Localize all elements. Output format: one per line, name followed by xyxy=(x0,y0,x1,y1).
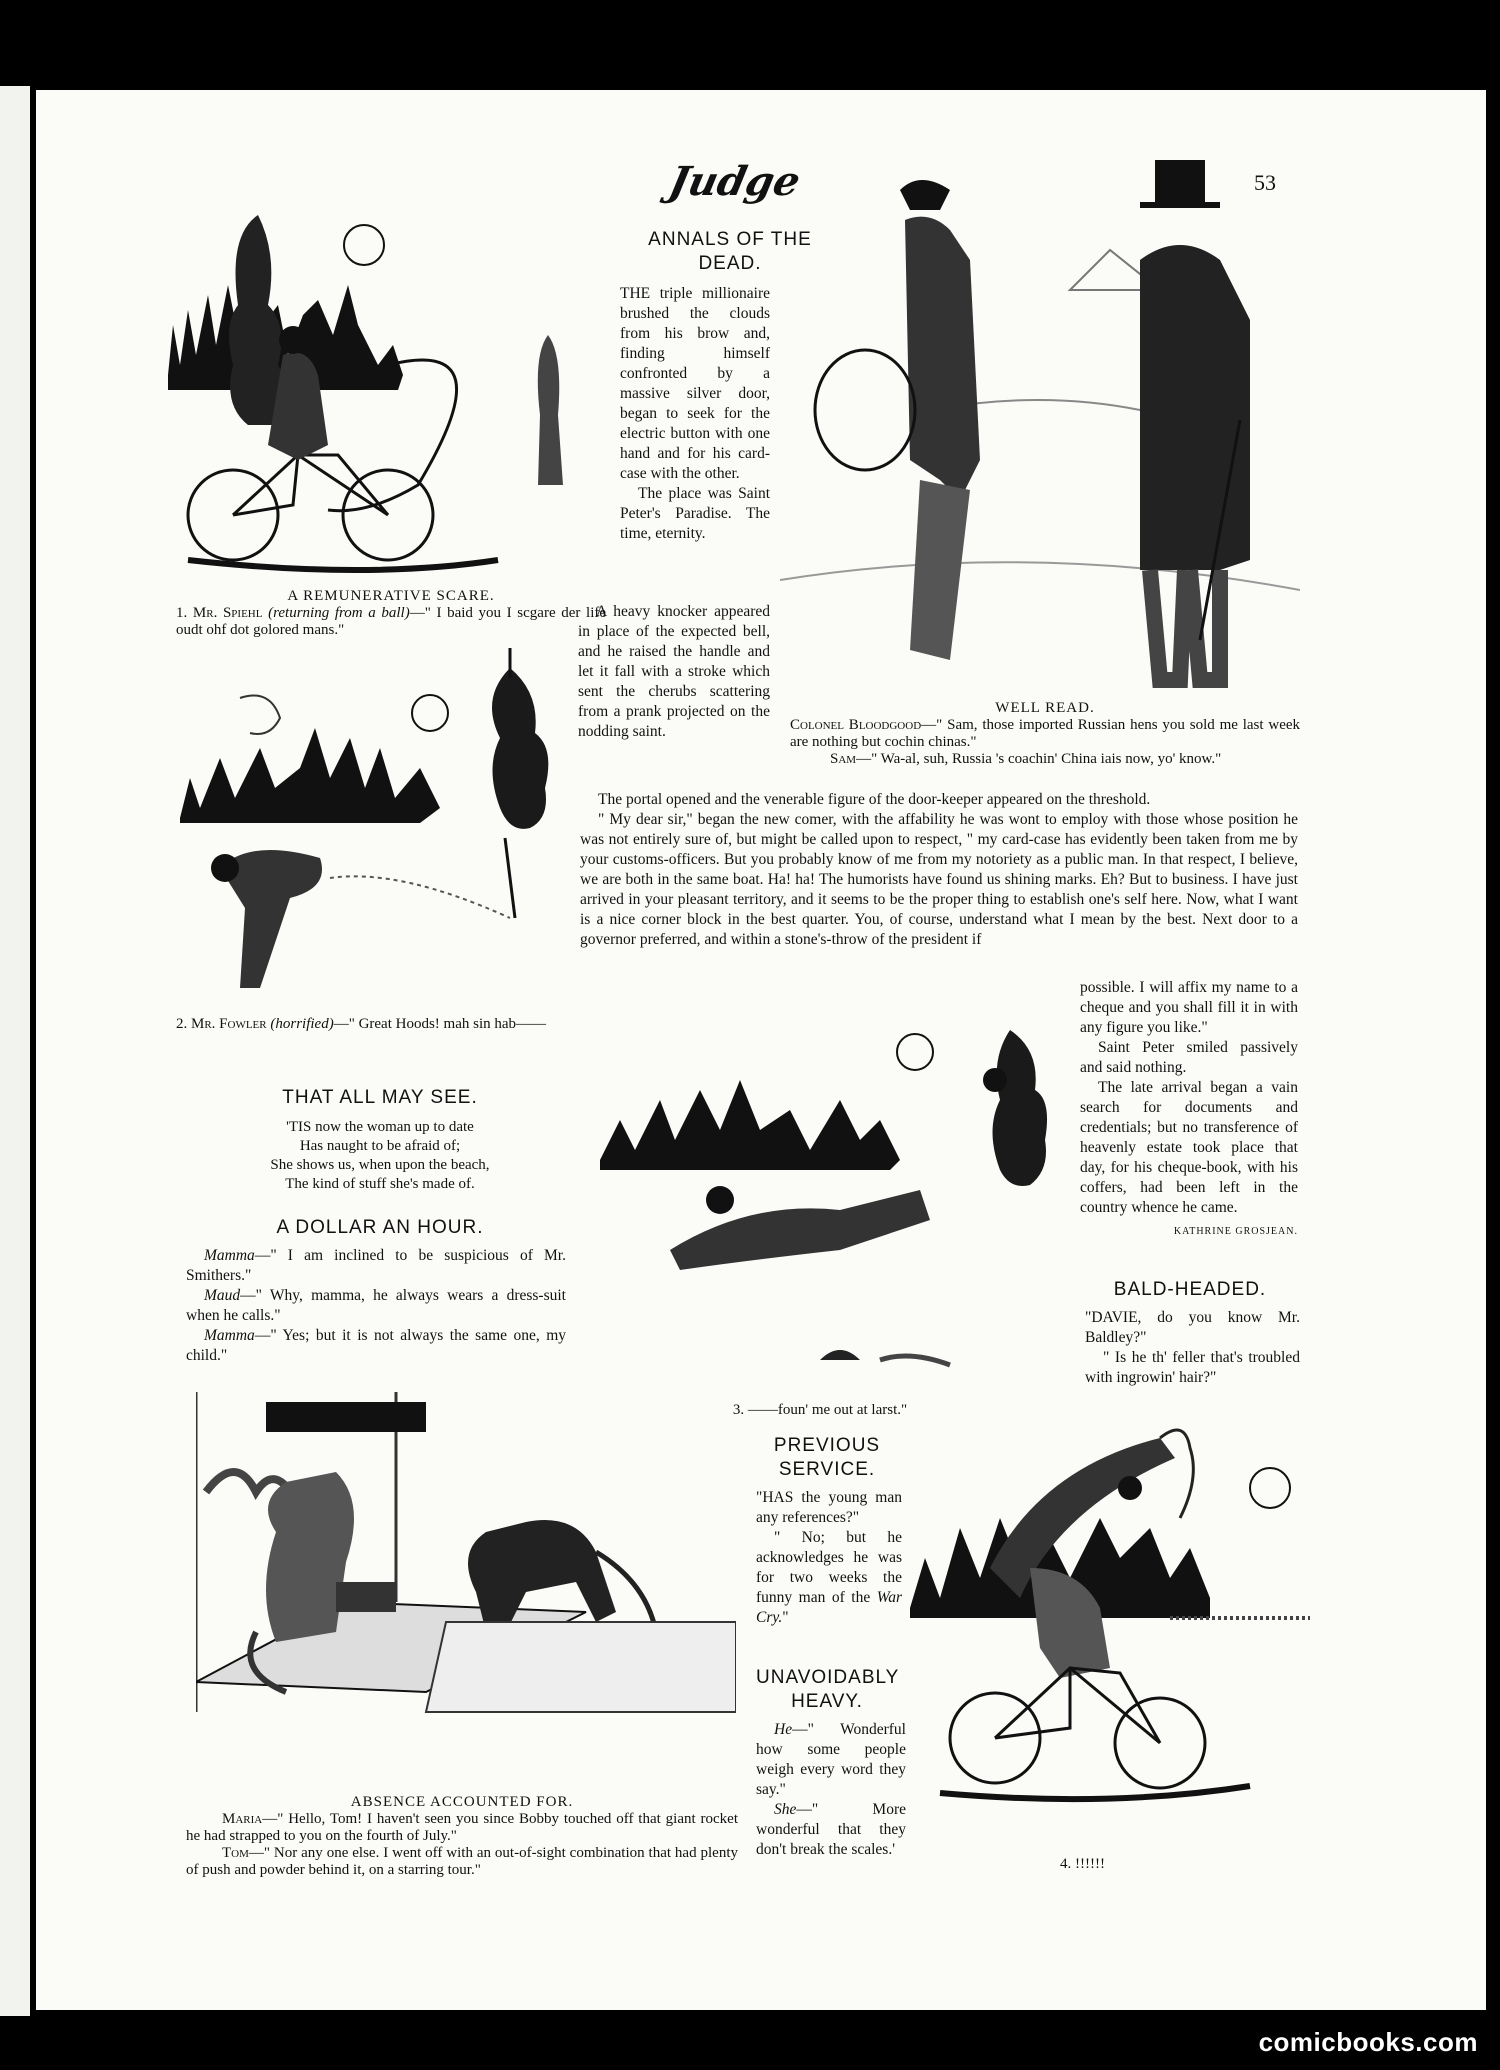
binding-strip xyxy=(0,86,30,2016)
annals-paragraph-6: possible. I will affix my name to a cheque and you shall fill it in with any figure you like." xyxy=(1080,979,1298,1036)
caption-title: ABSENCE ACCOUNTED FOR. xyxy=(350,1794,574,1810)
annals-title: ANNALS OF THE DEAD. xyxy=(648,229,812,274)
annals-paragraph-2: The place was Saint Peter's Paradise. The time, eternity. xyxy=(620,485,770,542)
caption-well-read: WELL READ. Colonel Bloodgood—" Sam, those imported Russian hens you sold me last week are nothing but cochin chinas." Sam—" Wa-al, suh, Russia 's coachin' China iais now, yo' know." xyxy=(790,700,1301,767)
caption-absence-accounted-for: ABSENCE ACCOUNTED FOR. Maria—" Hello, Tom! I haven't seen you since Bobby touched off that giant rocket he had strapped to you on the fourth of July." Tom—" Nor any one else. I went off with an out-of-sight combination that had plenty of push and powder behind it, on a starring tour." xyxy=(186,1794,738,1878)
caption-remunerative-scare xyxy=(176,588,606,639)
annals-paragraph-8: The late arrival began a vain search for documents and credentials; but no transference of heavenly estate took place that day, for his cheque-book, with his coffers, had been left in the country whence he came. xyxy=(1080,1079,1298,1216)
caption-fowler: 2. Mr. Fowler (horrified)—" Great Hoods! mah sin hab—— xyxy=(176,1016,547,1032)
caption-title: A REMUNERATIVE SCARE. xyxy=(287,588,495,604)
unavoidably-heavy-title: UNAVOIDABLY HEAVY. xyxy=(756,1667,900,1712)
annals-wide-text xyxy=(580,790,1298,950)
dollar-title: A DOLLAR AN HOUR. xyxy=(276,1217,484,1238)
illustration-man-sprawled xyxy=(590,1020,1060,1400)
annals-paragraph-7: Saint Peter smiled passively and said nothing. xyxy=(1080,1039,1298,1076)
that-all-may-see-poem: 'TIS now the woman up to date Has naught to be afraid of; She shows us, when upon the beach, The kind of stuff she's made of. xyxy=(270,1119,490,1192)
caption-title: WELL READ. xyxy=(995,700,1095,716)
page-number: 53 xyxy=(1254,170,1276,195)
illustration-cyclist-fleeing xyxy=(910,1408,1310,1808)
dollar-text: Mamma—" I am inclined to be suspicious of Mr. Smithers." Maud—" Why, mamma, he always wears a dress-suit when he calls." Mamma—" Yes; but it is not always the same one, my child." xyxy=(186,1247,566,1364)
annals-author: KATHRINE GROSJEAN. xyxy=(1173,1226,1298,1237)
illustration-startled-man xyxy=(180,648,590,1028)
annals-paragraph-4: The portal opened and the venerable figure of the door-keeper appeared on the threshold. xyxy=(598,791,1151,808)
illustration-cyclist-with-cello xyxy=(168,215,578,585)
caption-text: 1. Mr. Spiehl (returning from a ball)—" I baid you I scgare der life oudt ohf dot golored mans." xyxy=(176,605,607,638)
that-all-may-see-title: THAT ALL MAY SEE. xyxy=(282,1087,478,1108)
annals-paragraph-5: " My dear sir," began the new comer, with the affability he was wont to employ with those whose position he was not entirely sure of, but might be called upon to respect, " my card-case has evidently been taken from me by your customs-officers. But you probably know of me from my notoriety as a public man. In that respect, I believe, we are both in the same boat. Ha! ha! The humorists have found us shining marks. Eh? But to business. I have just arrived in your pleasant territory, and it seems to be the proper thing to establish one's self here. Now, what I want is a nice corner block in the best quarter. You, of course, understand what I mean by the best. Next door to a governor preferred, and within a stone's-throw of the president if xyxy=(580,811,1298,948)
illustration-cats-on-fence xyxy=(196,1392,736,1792)
bald-text: "DAVIE, do you know Mr. Baldley?" " Is he th' feller that's troubled with ingrowin' hair?" xyxy=(1085,1309,1300,1386)
annals-paragraph-3: A heavy knocker appeared in place of the expected bell, and he raised the handle and let it fall with a stroke which sent the cherubs scattering from a prank projected on the nodding saint. xyxy=(578,603,770,740)
annals-column xyxy=(620,284,770,544)
annals-paragraph-1: THE triple millionaire brushed the clouds from his brow and, finding himself confronted by a massive silver door, began to seek for the electric button with one hand and for his card-case with the other. xyxy=(620,285,770,482)
caption-foun-me-out: 3. ——foun' me out at larst." xyxy=(732,1402,908,1418)
bald-title: BALD-HEADED. xyxy=(1113,1279,1267,1300)
annals-column-lower xyxy=(578,602,770,742)
watermark-brand: comicbooks.com xyxy=(1258,2027,1478,2057)
illustration-well-read xyxy=(780,160,1300,705)
previous-service-text: "HAS the young man any references?" " No; but he acknowledges he was for two weeks the funny man of the War Cry." xyxy=(756,1489,903,1626)
annals-narrow-text xyxy=(1080,978,1298,1242)
previous-service-title: PREVIOUS SERVICE. xyxy=(773,1435,881,1480)
caption-exclamations: 4. !!!!!! xyxy=(1060,1856,1105,1872)
masthead-title: Judge xyxy=(665,158,805,205)
unavoidably-heavy-text: He—" Wonderful how some people weigh every word they say." She—" More wonderful that they don't break the scales.' xyxy=(756,1721,906,1858)
